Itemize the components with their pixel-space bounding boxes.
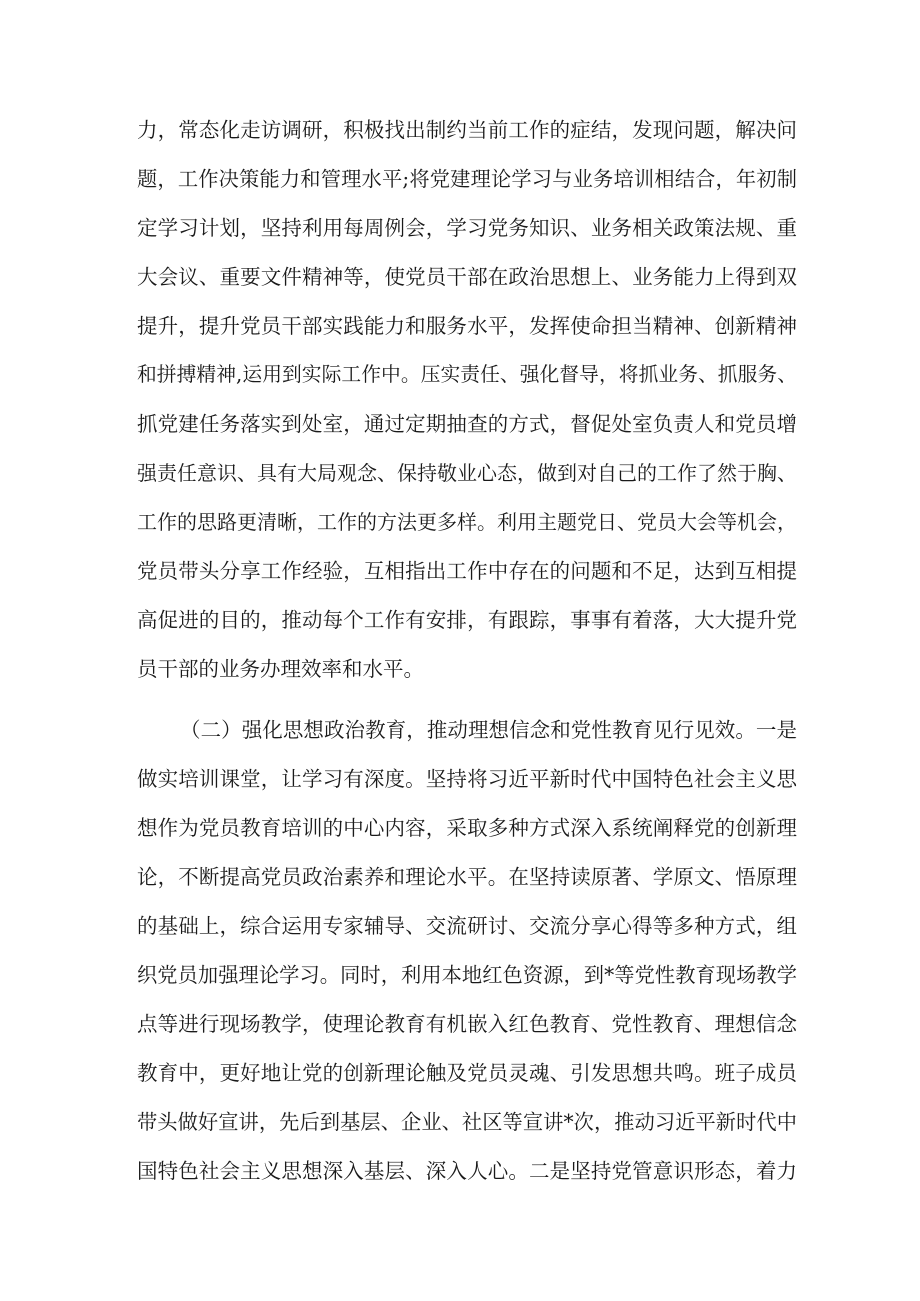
text-line: 教育中，更好地让党的创新理论触及党员灵魂、引发思想共鸣。班子成员 [137,1061,797,1085]
text-line: 和拼搏精神,运用到实际工作中。压实责任、强化督导，将抓业务、抓服务、 [137,363,797,386]
text-line: 力，常态化走访调研，积极找出制约当前工作的症结，发现问题，解决问 [137,118,797,142]
text-line: 抓党建任务落实到处室，通过定期抽查的方式，督促处室负责人和党员增 [137,412,797,436]
text-line: 国特色社会主义思想深入基层、深入人心。二是坚持党管意识形态，着力 [137,1159,797,1183]
text-line: 的基础上，综合运用专家辅导、交流研讨、交流分享心得等多种方式，组 [137,914,797,938]
text-line: 带头做好宣讲，先后到基层、企业、社区等宣讲*次，推动习近平新时代中 [137,1110,797,1134]
text-line: 题，工作决策能力和管理水平;将党建理论学习与业务培训相结合，年初制 [137,167,797,191]
text-line: 大会议、重要文件精神等，使党员干部在政治思想上、业务能力上得到双 [137,265,797,289]
text-line: 强责任意识、具有大局观念、保持敬业心态，做到对自己的工作了然于胸、 [137,461,797,485]
text-line: 论，不断提高党员政治素养和理论水平。在坚持读原著、学原文、悟原理 [137,865,797,889]
text-line: 高促进的目的，推动每个工作有安排，有跟踪，事事有着落，大大提升党 [137,608,797,632]
text-line: 员干部的业务办理效率和水平。 [137,657,424,681]
text-line: 定学习计划，坚持利用每周例会，学习党务知识、业务相关政策法规、重 [137,216,797,240]
text-line: 织党员加强理论学习。同时，利用本地红色资源，到*等党性教育现场教学 [137,963,797,987]
text-line: 党员带头分享工作经验，互相指出工作中存在的问题和不足，达到互相提 [137,559,797,583]
text-line: 点等进行现场教学，使理论教育有机嵌入红色教育、党性教育、理想信念 [137,1012,797,1036]
text-line: 想作为党员教育培训的中心内容，采取多种方式深入系统阐释党的创新理 [137,816,797,840]
text-line: （二）强化思想政治教育，推动理想信念和党性教育见行见效。一是 [180,718,797,742]
text-line: 提升，提升党员干部实践能力和服务水平，发挥使命担当精神、创新精神 [137,314,797,338]
text-line: 做实培训课堂，让学习有深度。坚持将习近平新时代中国特色社会主义思 [137,767,797,791]
text-line: 工作的思路更清晰，工作的方法更多样。利用主题党日、党员大会等机会， [137,510,797,534]
